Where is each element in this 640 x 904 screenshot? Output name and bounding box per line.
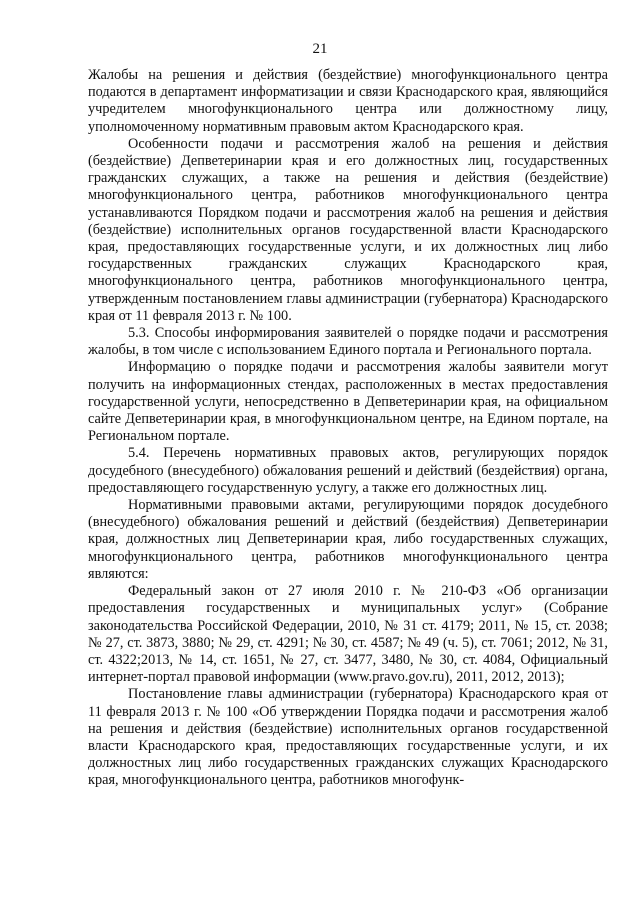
page-number: 21 bbox=[312, 41, 328, 57]
paragraph-regulatory-acts: Нормативными правовыми актами, регулирующими порядок досудебного (внесудебного) обжалования решений и действий (бездействия) Депветеринарии края, должностных лиц Депветеринарии края, либо государственных служащих, многофункционального центра, работников многофункционального центра являются: bbox=[88, 497, 608, 582]
paragraph-governor-resolution: Постановление главы администрации (губернатора) Краснодарского края от 11 февраля 2013 г. № 100 «Об утверждении Порядка подачи и рассмотрения жалоб на решения и действия (бездействие) исполнительных органов государственной власти Краснодарского края, предоставляющих государственные услуги, и их должностных лиц либо государственных гражданских служащих Краснодарского края, многофункционального центра, работников многофунк- bbox=[88, 686, 608, 789]
paragraph-section-5-4: 5.4. Перечень нормативных правовых актов, регулирующих порядок досудебного (внесудебного) обжалования решений и действий (бездействия) органа, предоставляющего государственную услугу, а также его должностных лиц. bbox=[88, 445, 608, 496]
paragraph-complaints-mfc: Жалобы на решения и действия (бездействие) многофункционального центра подаются в департамент информатизации и связи Краснодарского края, являющийся учредителем многофункционального центра или должностному лицу, уполномоченному нормативным правовым актом Краснодарского края. bbox=[88, 67, 608, 135]
paragraph-information-sources: Информацию о порядке подачи и рассмотрения жалобы заявители могут получить на информационных стендах, расположенных в местах предоставления государственной услуги, непосредственно в Депветеринарии края, на официальном сайте Депветеринарии края, в многофункциональном центре, на Едином портале, на Региональном портале. bbox=[88, 359, 608, 445]
paragraph-complaint-procedure: Особенности подачи и рассмотрения жалоб на решения и действия (бездействие) Депветеринарии края и его должностных лиц, государственных гражданских служащих, а также на решения и действия (бездействие) многофункционального центра, работников многофункционального центра устанавливаются Порядком подачи и рассмотрения жалоб на решения и действия (бездействие) исполнительных органов государственной власти Краснодарского края, предоставляющих государственные услуги, и их должностных лиц либо государственных гражданских служащих Краснодарского края, многофункционального центра, работников многофункционального центра, утвержденным постановлением главы администрации (губернатора) Краснодарского края от 11 февраля 2013 г. № 100. bbox=[88, 135, 608, 324]
paragraph-federal-law: Федеральный закон от 27 июля 2010 г. № 210-ФЗ «Об организации предоставления государственных и муниципальных услуг» (Собрание законодательства Российской Федерации, 2010, № 31 ст. 4179; 2011, № 15, ст. 2038; № 27, ст. 3873, 3880; № 29, ст. 4291; № 30, ст. 4587; № 49 (ч. 5), ст. 7061; 2012, № 31, ст. 4322;2013, № 14, ст. 1651, № 27, ст. 3477, 3480, № 30, ст. 4084, Официальный интернет-портал правовой информации (www.pravo.gov.ru), 2011, 2012, 2013); bbox=[88, 583, 608, 686]
document-body bbox=[88, 67, 608, 790]
paragraph-section-5-3: 5.3. Способы информирования заявителей о порядке подачи и рассмотрения жалобы, в том числе с использованием Единого портала и Регионального портала. bbox=[88, 325, 608, 359]
